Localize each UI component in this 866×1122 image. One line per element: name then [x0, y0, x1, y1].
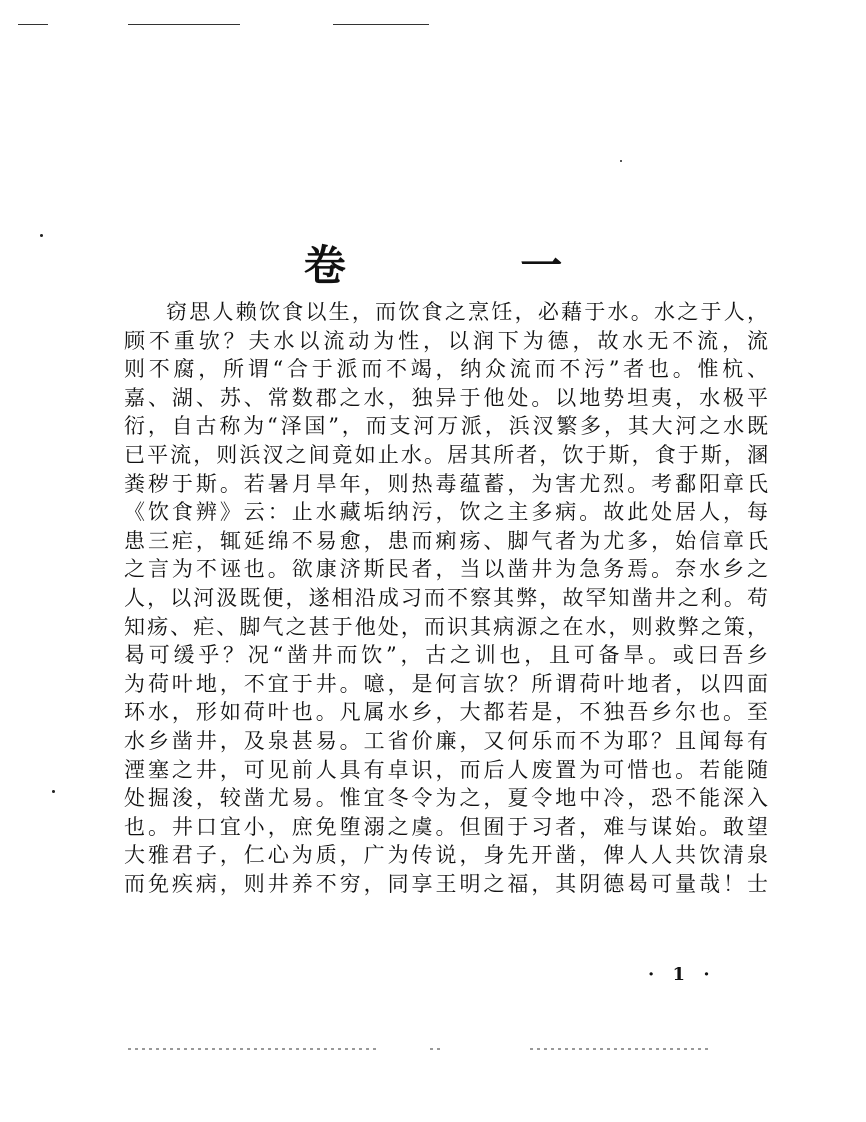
scan-artifact-bottom	[530, 1048, 710, 1050]
top-rule-right	[333, 24, 429, 25]
text-line: 人，以河汲既便，遂相沿成习而不察其弊，故罕知凿井之利。苟	[124, 585, 768, 610]
text-line: 粪秽于斯。若暑月旱年，则热毒蕴蓄，为害尤烈。考鄱阳章氏	[124, 471, 768, 496]
scan-speck	[52, 790, 55, 793]
scan-artifact-bottom	[430, 1048, 440, 1050]
text-line: 《饮食辨》云：止水藏垢纳污，饮之主多病。故此处居人，每	[124, 500, 768, 525]
text-line: 之言为不诬也。欲康济斯民者，当以凿井为急务焉。奈水乡之	[124, 557, 768, 582]
chapter-title: 卷 一	[303, 241, 643, 291]
text-line: 为荷叶地，不宜于井。噫，是何言欤？所谓荷叶地者，以四面	[124, 671, 768, 696]
text-line: 大雅君子，仁心为质，广为传说，身先开凿，俾人人共饮清泉	[124, 843, 768, 868]
text-line: 曷可缓乎？况“凿井而饮”，古之训也，且可备旱。或曰吾乡	[124, 643, 768, 668]
text-line: 知疡、疟、脚气之甚于他处，而识其病源之在水，则救弊之策，	[124, 614, 768, 639]
text-line: 嘉、湖、苏、常数郡之水，独异于他处。以地势坦夷，水极平	[124, 385, 768, 410]
text-line: 衍，自古称为“泽国”，而支河万派，浜汊繁多，其大河之水既	[124, 414, 768, 439]
text-line: 也。井口宜小，庶免堕溺之虞。但囿于习者，难与谋始。敢望	[124, 814, 768, 839]
text-line: 则不腐，所谓“合于派而不竭，纳众流而不污”者也。惟杭、	[124, 357, 768, 382]
scan-speck	[40, 234, 43, 237]
scan-artifact-bottom	[128, 1048, 378, 1050]
text-line: 处掘浚，较凿尤易。惟宜冬令为之，夏令地中冷，恐不能深入	[124, 786, 768, 811]
page-number: · 1 ·	[648, 964, 716, 985]
body-paragraph	[124, 298, 768, 898]
text-line: 环水，形如荷叶也。凡属水乡，大都若是，不独吾乡尔也。至	[124, 700, 768, 725]
text-line: 患三疟，辄延绵不易愈，患而痢疡、脚气者为尤多，始信章氏	[124, 528, 768, 553]
text-line: 顾不重欤？夫水以流动为性，以润下为德，故水无不流，流	[124, 328, 768, 353]
text-line: 窃思人赖饮食以生，而饮食之烹饪，必藉于水。水之于人，	[166, 300, 768, 324]
text-line: 已平流，则浜汊之间竟如止水。居其所者，饮于斯，食于斯，溷	[124, 442, 768, 467]
text-line: 而免疾病，则井养不穷，同享王明之福，其阴德曷可量哉！士	[124, 871, 768, 896]
text-line: 湮塞之井，可见前人具有卓识，而后人废置为可惜也。若能随	[124, 757, 768, 782]
scan-speck	[620, 160, 622, 162]
text-line: 水乡凿井，及泉甚易。工省价廉，又何乐而不为耶？且闻每有	[124, 728, 768, 753]
top-rule-left	[18, 24, 48, 25]
top-rule-middle	[128, 24, 240, 25]
